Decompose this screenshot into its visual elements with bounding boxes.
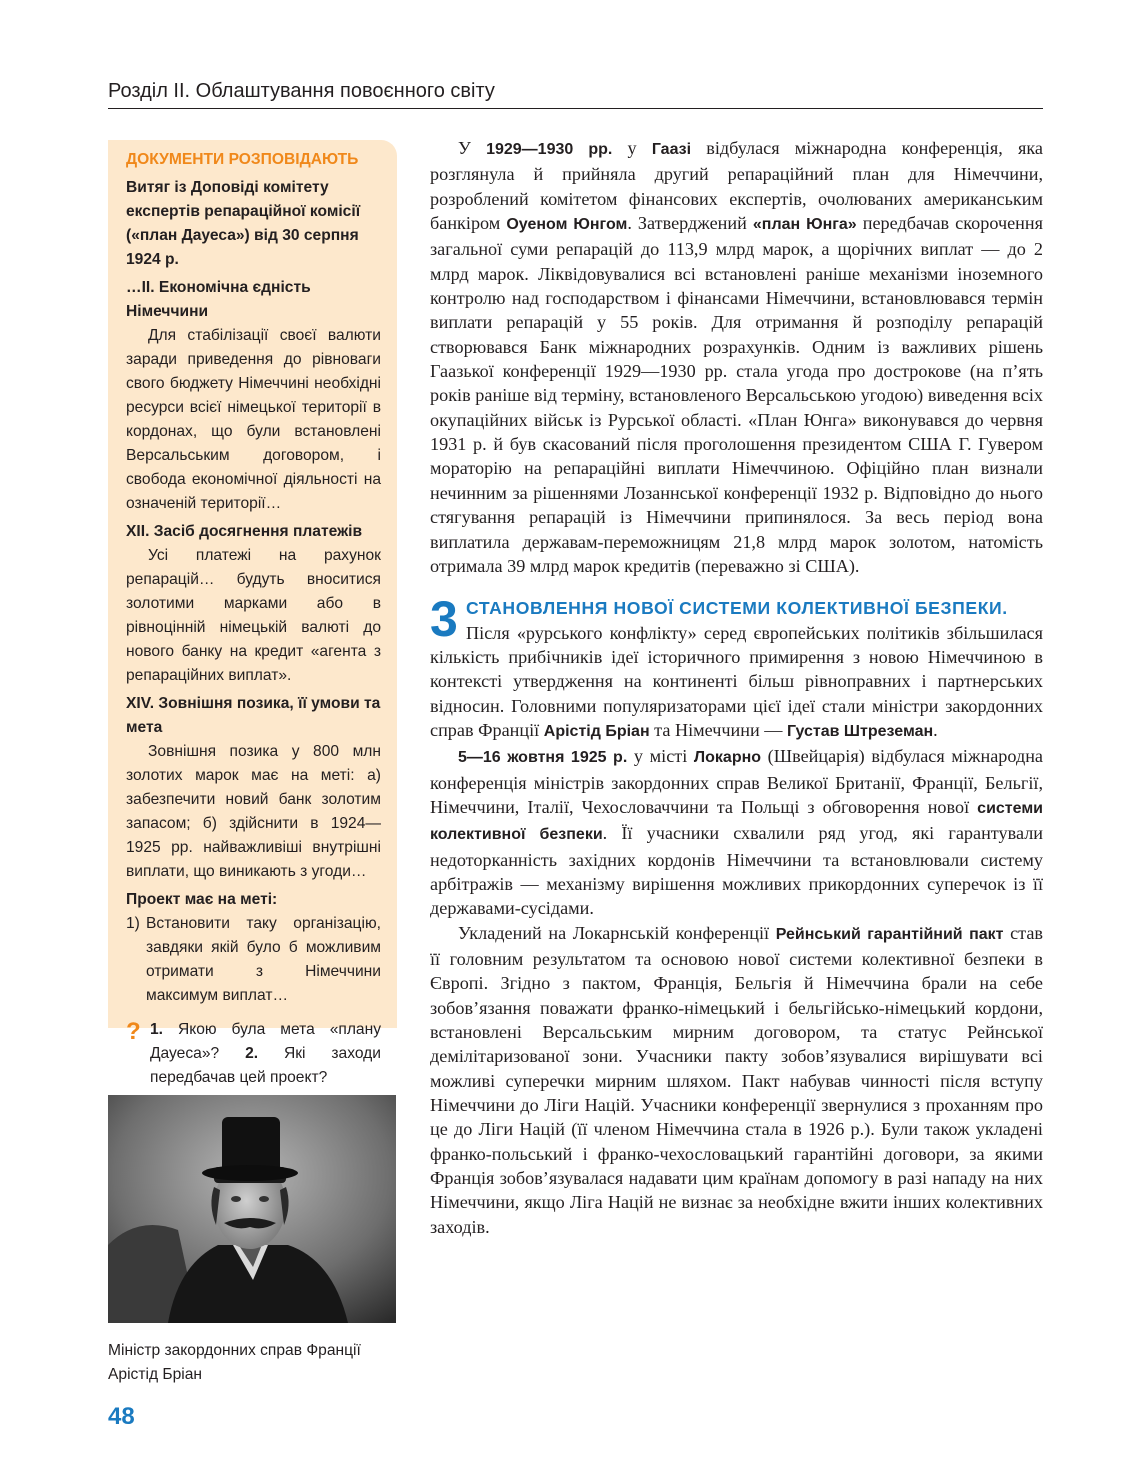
section-14-text: Зовнішня позика у 800 млн золотих марок має на меті: а) забезпечити новий банк золотим запасом; б) здійснити в 1924—1925 рр. найважливіші внутрішні виплати, що виникають з угоди… bbox=[126, 743, 381, 880]
question-1-text: Якою була мета «плану Дауеса»? bbox=[150, 1021, 381, 1062]
section-12-text: Усі платежі на рахунок репарацій… будуть вноситися золотими марками або в рівноцінній німецькій валюті до нового банку на кредит «агента з репараційних виплат». bbox=[126, 547, 381, 684]
section-title: СТАНОВЛЕННЯ НОВОЇ СИСТЕМИ КОЛЕКТИВНОЇ БЕЗПЕКИ. bbox=[466, 598, 1008, 619]
paragraph-rhineland-pact: Укладений на Локарнській конференції Рейнський гарантійний пакт став її головним результатом та основою нової системи колективної безпеки в Європі. Згідно з пактом, Франція, Бельгія й Німеччина брали на себе зобов’язання поважати франко-німецький і бельгійсько-німецький кордони, встановлені Версальським мирним договором, та статус Рейнської демілітаризованої зони. Учасники пакту зобов’язувалися вирішувати всі можливі суперечки мирним шляхом. Пакт набував чинності після вступу Німеччини до Ліги Націй. Учасники конференції звернулися з проханням про це до Ліги Націй (її членом Німеччина стала в 1926 р.). Були також укладені франко-польський і франко-чехословацький гарантійні договори, за якими Франція зобов’язувалася надавати цим країнам допомогу в разі нападу на них Німеччини, якщо Ліга Націй не визнає за необхідне вжити інших колективних заходів. bbox=[430, 922, 1044, 1237]
question-2-number: 2. bbox=[245, 1045, 259, 1062]
questions-block bbox=[126, 1018, 381, 1090]
section-2-title: …ІІ. Економічна єдність Німеччини bbox=[126, 279, 311, 320]
paragraph-section-3-intro: Після «рурського конфлікту» серед європейських політиків збільшилася кількість прибічників ідеї історичного примирення з новою Німеччиною в контексті утвердження на континенті більш рівноправних і партнерських відносин. Головними популяризаторами цієї ідеї стали міністри закордонних справ Франції Арістід Бріан та Німеччини — Густав Штреземан. bbox=[430, 622, 1043, 740]
goal-title: Проект має на меті: bbox=[126, 891, 278, 908]
questions-text bbox=[150, 1018, 381, 1090]
section-3 bbox=[430, 591, 1043, 744]
question-1-number: 1. bbox=[150, 1021, 164, 1038]
page-number: 48 bbox=[108, 1403, 135, 1430]
documents-box-title: ДОКУМЕНТИ РОЗПОВІДАЮТЬ bbox=[126, 151, 359, 168]
header-divider bbox=[108, 108, 1043, 109]
goal-item bbox=[126, 912, 381, 1008]
goal-text: Встановити таку організацію, завдяки якій було б можливим отримати з Німеччини максимум виплат… bbox=[146, 915, 381, 1004]
photo-caption: Міністр закордонних справ Франції Арістід Бріан bbox=[108, 1342, 361, 1383]
section-12-title: ХІІ. Засіб досягнення платежів bbox=[126, 523, 363, 540]
document-heading: Витяг із Доповіді комітету експертів репараційної комісії («план Дауеса») від 30 серпня 1924 р. bbox=[126, 179, 361, 268]
question-2-text: Які заходи передбачав цей проект? bbox=[150, 1045, 381, 1086]
paragraph-young-plan: У 1929—1930 рр. у Гаазі відбулася міжнародна конференція, яка розглянула й прийняла другий репараційний план для Німеччини, розроблений комітетом фінансових експертів, очолюваних американським банкіром Оуеном Юнгом. Затверджений «план Юнга» передбачав скорочення загальної суми репарацій до 113,9 млрд марок, а щорічних виплат — до 2 млрд марок. Ліквідовувалися всі встановлені раніше механізми іноземного контролю над господарством і фінансами Німеччини, встановлювався термін виплати репарацій у 55 років. Для отримання й розподілу репарацій створювався Банк міжнародних розрахунків. Одним із важливих рішень Гаазької конференції 1929—1930 рр. стала угода про дострокове (на п’ять років раніше від терміну, встановленого Версальською угодою) виведення всіх окупаційних військ із Рурської області. «План Юнга» виконувався до червня 1931 р. й був скасований після проголошення президентом США Г. Гувером мораторію на репараційні виплати Німеччиною. Офіційно план визнали нечинним за рішеннями Лозаннської конференції 1932 р. Відповідно до нього стягування репарацій із Німеччини припинялося. За весь період вона виплатила державам-переможницям 21,8 млрд марок золотом, натомість отримала 39 млрд марок кредитів (переважно зі США). bbox=[430, 138, 1043, 576]
main-text-column bbox=[430, 136, 1043, 1239]
running-header: Розділ ІІ. Облаштування повоєнного світу bbox=[108, 80, 495, 102]
goal-number: 1) bbox=[126, 915, 140, 932]
section-number: 3 bbox=[430, 591, 458, 648]
documents-box bbox=[108, 140, 397, 1086]
section-2-text: Для стабілізації своєї валюти заради приведення до рівноваги свого бюджету Німеччині необхідні ресурси всієї німецької території в кордонах, що були встановлені Версальським договором, і свобода економічної діяльності на означеній території… bbox=[126, 327, 381, 512]
section-14-title: XIV. Зовнішня позика, її умови та мета bbox=[126, 695, 381, 736]
question-icon: ? bbox=[126, 1018, 141, 1045]
portrait-image bbox=[108, 1095, 396, 1323]
paragraph-locarno: 5—16 жовтня 1925 р. у місті Локарно (Швейцарія) відбулася міжнародна конференція міністрів закордонних справ Великої Британії, Франції, Бельгії, Німеччини, Італії, Чехословаччини та Польщі з обговорення нової системи колективної безпеки. Її учасники схвалили ряд угод, які гарантували недоторканність західних кордонів Німеччини та встановлювали систему арбітражів — механізму вирішення можливих прикордонних суперечок із її державами-сусідами. bbox=[430, 746, 1044, 919]
goal-list bbox=[126, 912, 381, 1008]
portrait-photo bbox=[108, 1095, 396, 1323]
